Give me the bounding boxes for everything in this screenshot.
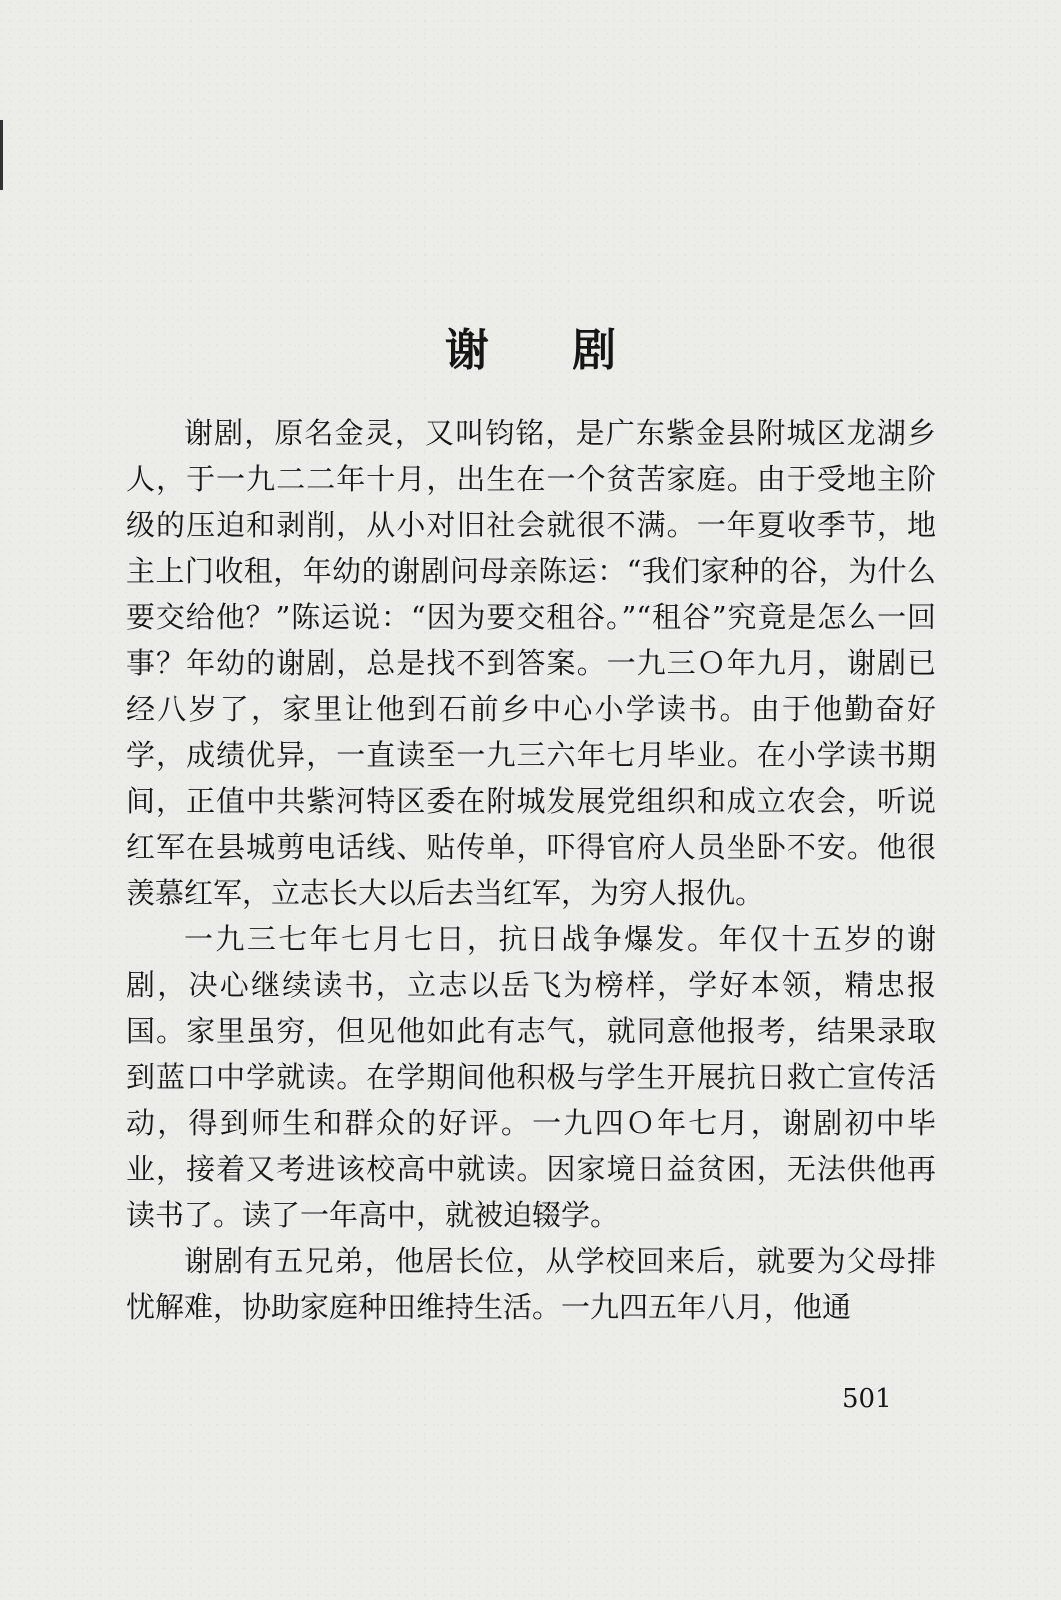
paragraph-3: 谢剧有五兄弟，他居长位，从学校回来后，就要为父母排忧解难，协助家庭种田维持生活。一九四五年八月，他通 bbox=[126, 1244, 936, 1324]
scan-edge-mark bbox=[0, 120, 3, 190]
page-number: 501 bbox=[842, 1384, 892, 1414]
chapter-title: 谢 剧 bbox=[444, 325, 651, 377]
paragraph-1: 谢剧，原名金灵，又叫钧铭，是广东紫金县附城区龙湖乡人，于一九二二年十月，出生在一个贫苦家庭。由于受地主阶级的压迫和剥削，从小对旧社会就很不满。一年夏收季节，地主上门收租，年幼的谢剧问母亲陈运：“我们家种的谷，为什么要交给他？”陈运说：“因为要交租谷。”“租谷”究竟是怎么一回事？年幼的谢剧，总是找不到答案。一九三Ｏ年九月，谢剧已经八岁了，家里让他到石前乡中心小学读书。由于他勤奋好学，成绩优异，一直读至一九三六年七月毕业。在小学读书期间，正值中共紫河特区委在附城发展党组织和成立农会，听说红军在县城剪电话线、贴传单，吓得官府人员坐卧不安。他很羡慕红军，立志长大以后去当红军，为穷人报仇。 bbox=[126, 416, 936, 910]
body-text bbox=[126, 410, 936, 1330]
paragraph-2: 一九三七年七月七日，抗日战争爆发。年仅十五岁的谢剧，决心继续读书，立志以岳飞为榜样，学好本领，精忠报国。家里虽穷，但见他如此有志气，就同意他报考，结果录取到蓝口中学就读。在学期间他积极与学生开展抗日救亡宣传活动，得到师生和群众的好评。一九四Ｏ年七月，谢剧初中毕业，接着又考进该校高中就读。因家境日益贫困，无法供他再读书了。读了一年高中，就被迫辍学。 bbox=[126, 922, 936, 1232]
